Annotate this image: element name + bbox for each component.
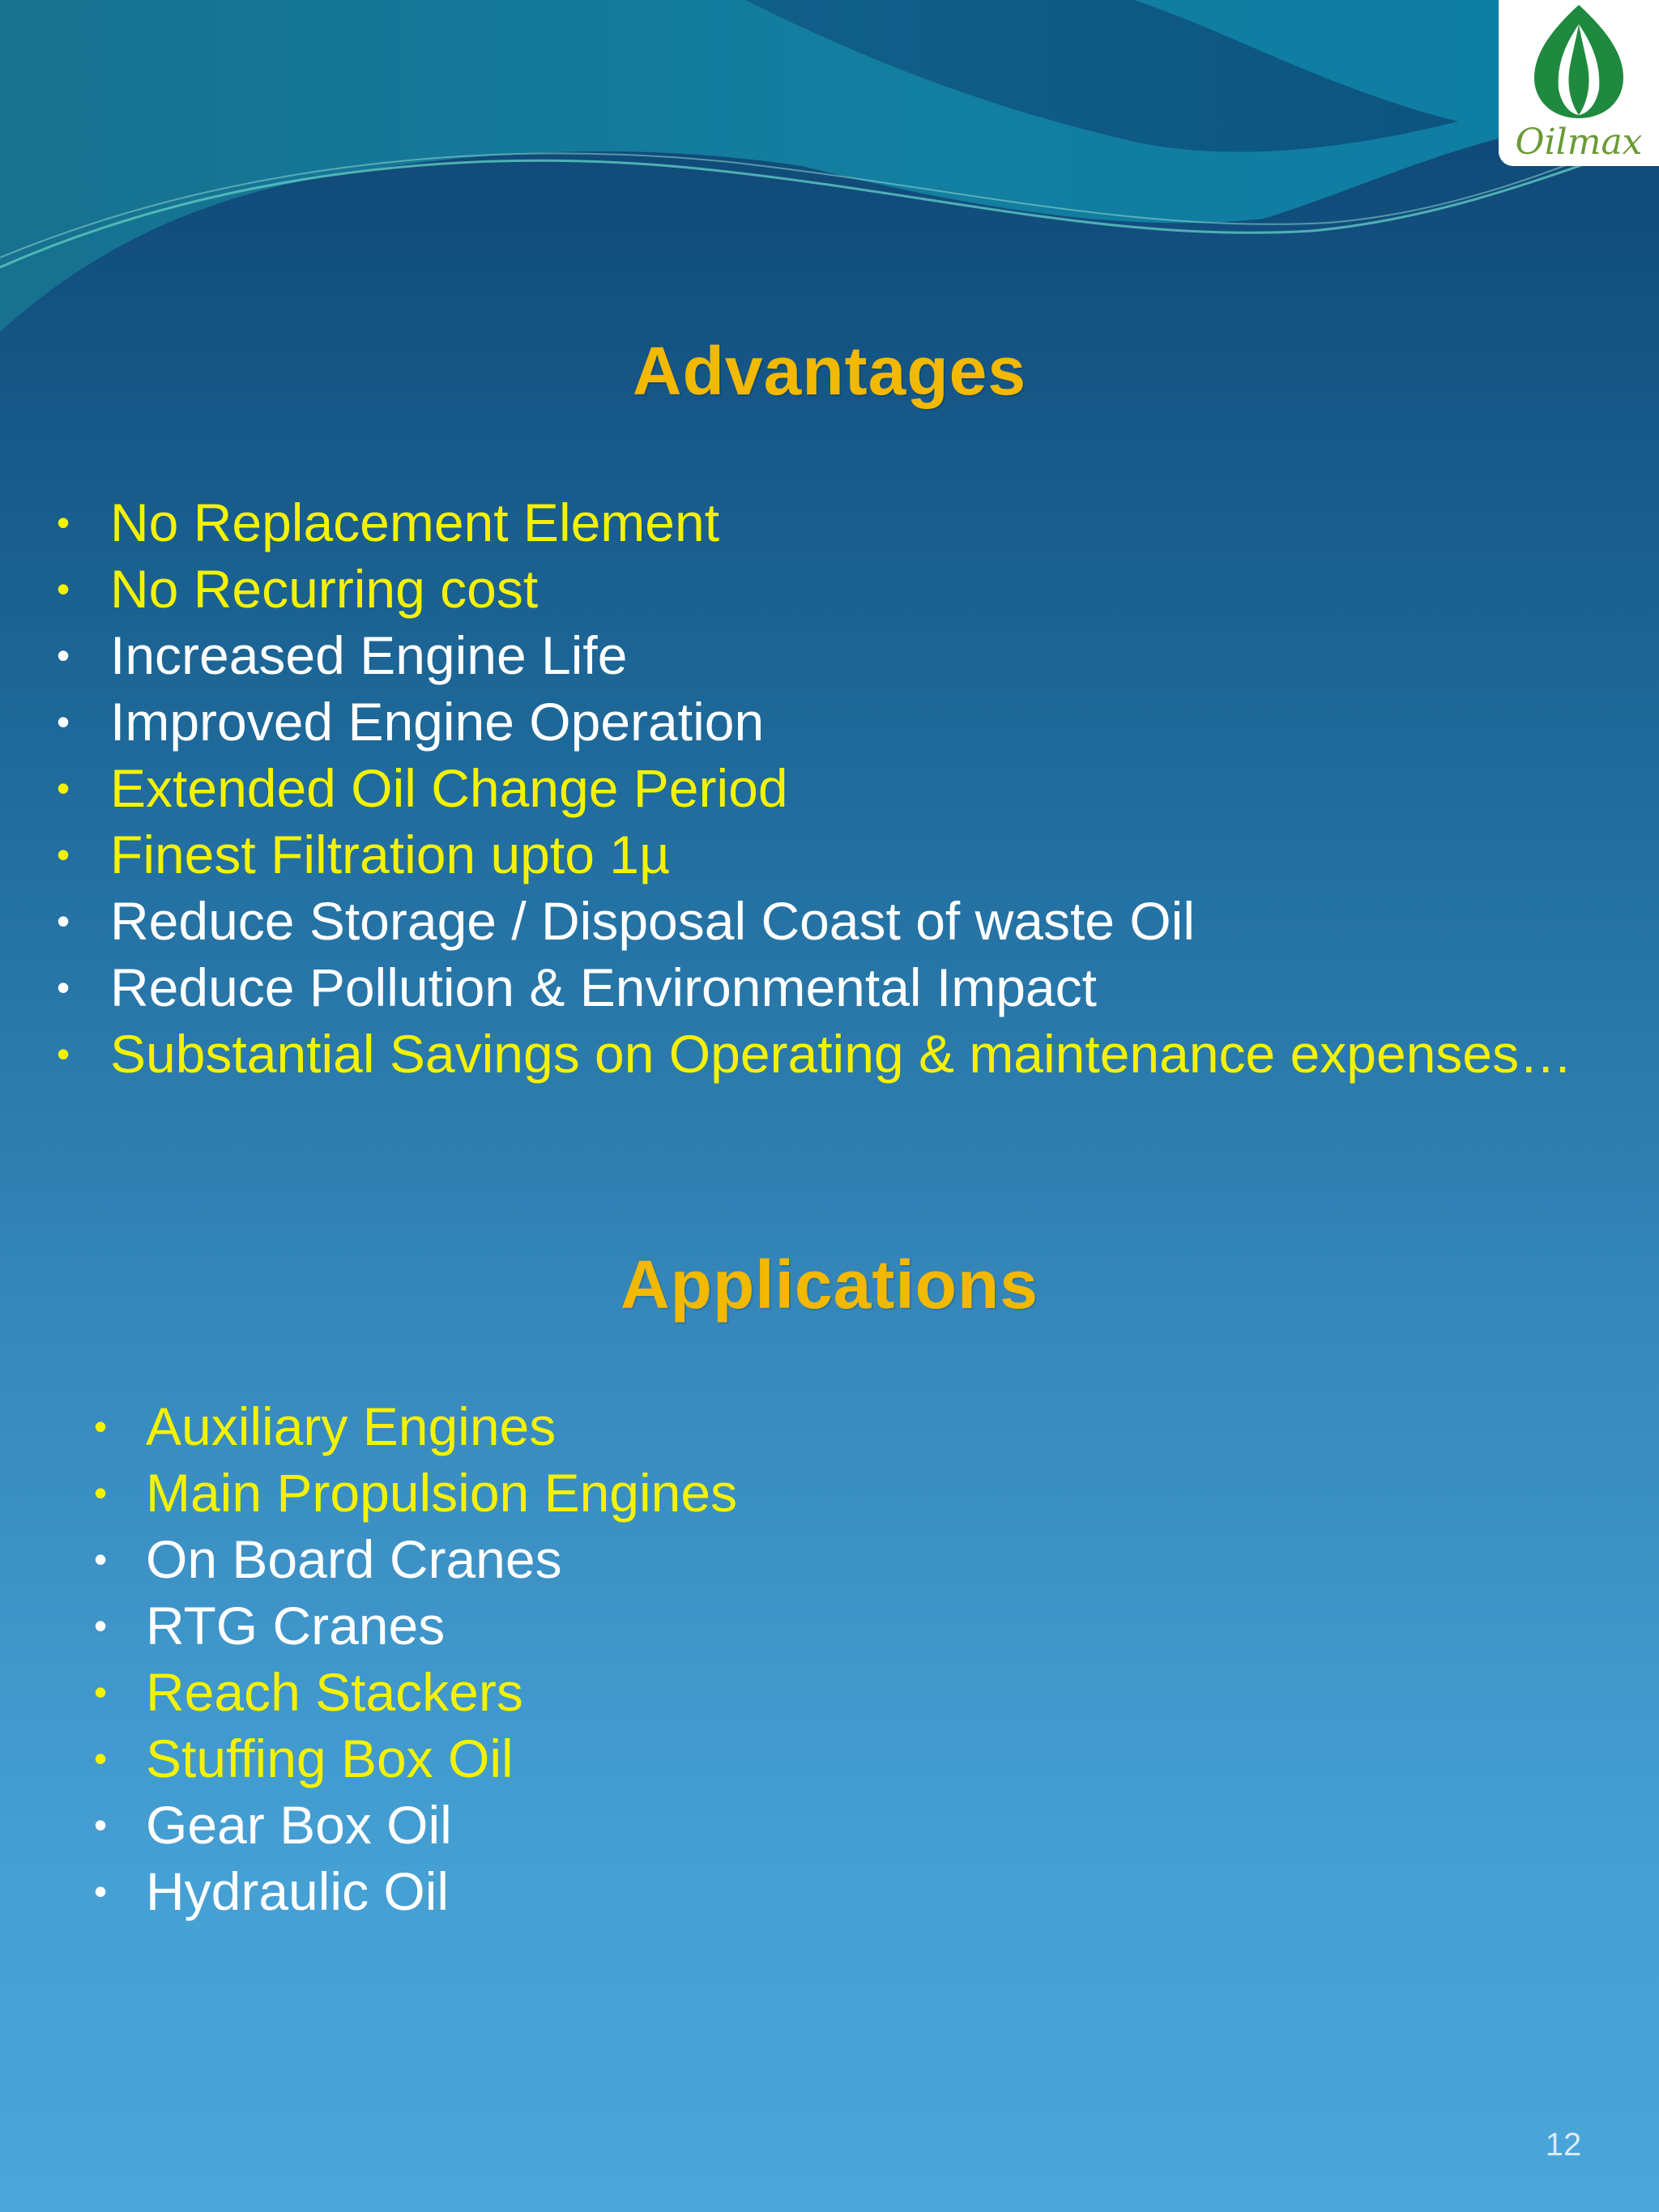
bullet-icon: • [94,1870,108,1912]
list-item-text: Increased Engine Life [110,625,628,685]
list-item-text: Reduce Pollution & Environmental Impact [110,957,1097,1017]
bullet-icon: • [57,568,70,610]
applications-list [94,1393,1552,1924]
advantages-heading: Advantages [632,333,1027,409]
oilmax-logo [1499,0,1659,166]
bullet-icon: • [94,1538,108,1580]
list-item [57,622,1644,688]
bullet-icon: • [57,767,70,809]
list-item [94,1792,1552,1858]
bullet-icon: • [57,900,70,942]
list-item-text: Auxiliary Engines [146,1396,557,1456]
list-item-text: Main Propulsion Engines [146,1463,738,1523]
list-item [94,1858,1552,1924]
list-item [57,688,1644,755]
list-item [94,1526,1552,1592]
list-item-text: RTG Cranes [146,1596,446,1656]
bullet-icon: • [94,1804,108,1846]
list-item [94,1592,1552,1659]
bullet-icon: • [94,1737,108,1779]
page-number: 12 [1545,2127,1582,2163]
list-item [57,821,1644,888]
list-item [94,1725,1552,1792]
bullet-icon: • [57,1033,70,1075]
bullet-icon: • [94,1605,108,1647]
advantages-list [57,489,1644,1087]
list-item-text: Substantial Savings on Operating & maintenance expenses… [110,1024,1573,1084]
list-item-text: Gear Box Oil [146,1795,452,1855]
list-item [94,1393,1552,1460]
bullet-icon: • [57,634,70,676]
list-item-text: Hydraulic Oil [146,1861,450,1921]
applications-heading: Applications [620,1247,1039,1323]
bullet-icon: • [94,1671,108,1713]
logo-wordmark: Oilmax [1515,121,1643,163]
list-item-text: Reach Stackers [146,1662,523,1722]
list-item-text: Reduce Storage / Disposal Coast of waste Oil [110,891,1195,951]
bullet-icon: • [57,701,70,743]
list-item [94,1659,1552,1725]
bullet-icon: • [57,501,70,543]
list-item [57,489,1644,556]
list-item-text: On Board Cranes [146,1529,562,1589]
bullet-icon: • [94,1405,108,1447]
list-item-text: Finest Filtration upto 1µ [110,825,671,884]
bullet-icon: • [94,1472,108,1514]
list-item-text: Improved Engine Operation [110,692,765,752]
leaf-drop-icon [1499,0,1659,121]
bullet-icon: • [57,966,70,1008]
list-item [57,954,1644,1021]
list-item [57,888,1644,954]
wave-decoration [0,0,1659,348]
list-item-text: Extended Oil Change Period [110,758,788,818]
list-item-text: No Recurring cost [110,559,539,619]
bullet-icon: • [57,833,70,876]
list-item [94,1460,1552,1526]
list-item-text: No Replacement Element [110,492,720,552]
list-item [57,1021,1644,1087]
list-item [57,755,1644,821]
list-item-text: Stuffing Box Oil [146,1728,514,1788]
list-item [57,556,1644,622]
